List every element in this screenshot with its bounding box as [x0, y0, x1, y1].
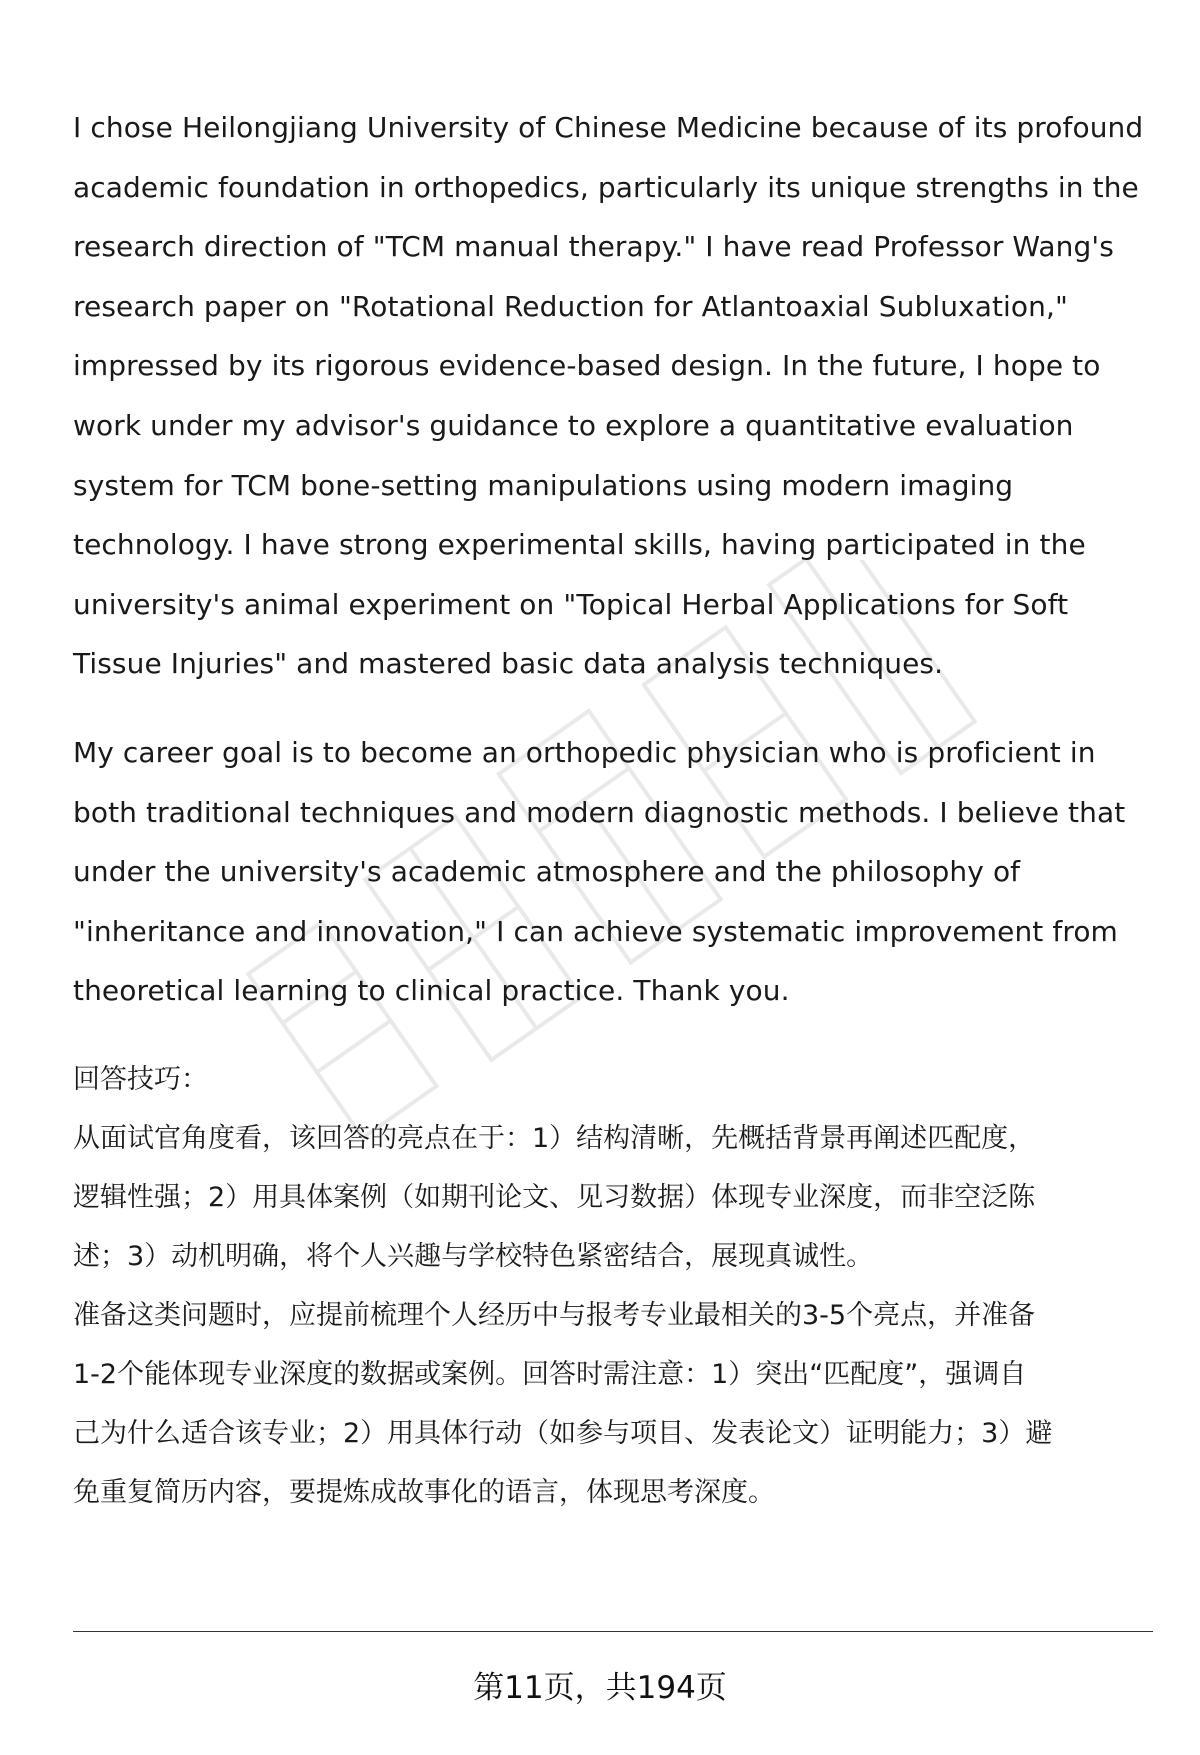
answer-tips-section [73, 1050, 1153, 1522]
tips-line: 免重复简历内容，要提炼成故事化的语言，体现思考深度。 [73, 1476, 775, 1508]
tips-line: 1-2个能体现专业深度的数据或案例。回答时需注意：1）突出“匹配度”，强调自 [73, 1358, 1027, 1390]
tips-line: 逻辑性强；2）用具体案例（如期刊论文、见习数据）体现专业深度，而非空泛陈 [73, 1181, 1036, 1213]
page-number: 第11页，共194页 [473, 1670, 727, 1706]
tips-line: 从面试官角度看，该回答的亮点在于：1）结构清晰，先概括背景再阐述匹配度， [73, 1122, 1036, 1154]
main-content [73, 98, 1153, 1522]
tips-line: 准备这类问题时，应提前梳理个人经历中与报考专业最相关的3-5个亮点，并准备 [73, 1299, 1036, 1331]
tips-line: 己为什么适合该专业；2）用具体行动（如参与项目、发表论文）证明能力；3）避 [73, 1417, 1053, 1449]
tips-heading: 回答技巧： [73, 1063, 208, 1095]
body-paragraph-2: My career goal is to become an orthopedic physician who is proficient in both traditional techniques and modern diagnostic methods. I believe that under the university's academic atmosphere and the philosophy of "inheritance and innovation," I can achieve systematic improvement from theoretical learning to clinical practice. Thank you. [73, 735, 1126, 1008]
footer-divider [73, 1631, 1153, 1632]
body-paragraph-1: I chose Heilongjiang University of Chinese Medicine because of its profound academic foundation in orthopedics, particularly its unique strengths in the research direction of "TCM manual therapy." I have read Professor Wang's research paper on "Rotational Reduction for Atlantoaxial Subluxation," impressed by its rigorous evidence-based design. In the future, I hope to work under my advisor's guidance to explore a quantitative evaluation system for TCM bone-setting manipulations using modern imaging technology. I have strong experimental skills, having participated in the university's animal experiment on "Topical Herbal Applications for Soft Tissue Injuries" and mastered basic data analysis techniques. [73, 111, 1144, 681]
tips-line: 述；3）动机明确，将个人兴趣与学校特色紧密结合，展现真诚性。 [73, 1240, 874, 1272]
